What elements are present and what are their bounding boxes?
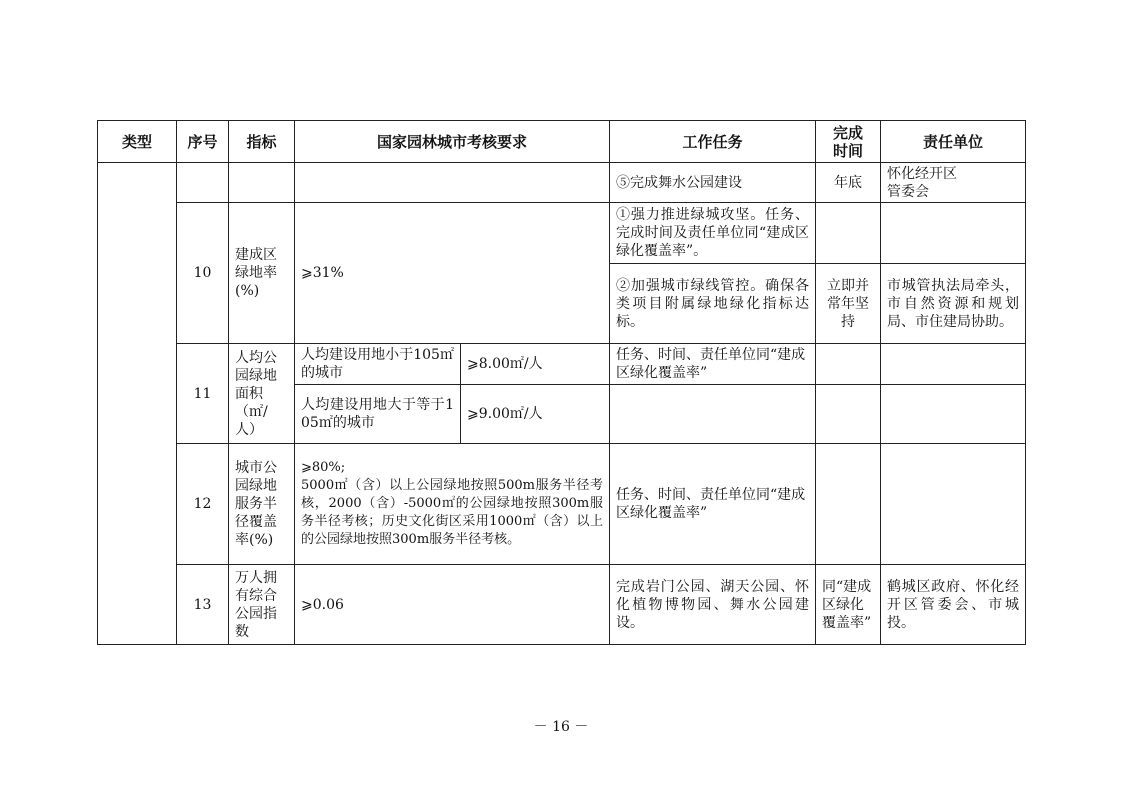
time-cell	[816, 385, 881, 444]
indicator-cell: 人均公园绿地面积（㎡/人）	[229, 344, 295, 444]
header-requirement: 国家园林城市考核要求	[295, 121, 610, 163]
seq-cell: 11	[177, 344, 229, 444]
seq-cell: 13	[177, 565, 229, 645]
time-cell	[816, 344, 881, 385]
document-table-area	[97, 120, 1025, 644]
table-row	[98, 163, 1026, 203]
seq-cell: 10	[177, 203, 229, 344]
table-row	[98, 565, 1026, 645]
table-row	[98, 444, 1026, 565]
seq-cell: 12	[177, 444, 229, 565]
header-time: 完成 时间	[816, 121, 881, 163]
requirement-value-cell: ⩾9.00㎡/人	[461, 385, 610, 444]
task-cell: 任务、时间、责任单位同“建成区绿化覆盖率”	[610, 344, 816, 385]
unit-cell: 鹤城区政府、怀化经开区管委会、市城投。	[881, 565, 1026, 645]
unit-cell	[881, 203, 1026, 264]
task-cell: 完成岩门公园、湖天公园、怀化植物博物园、舞水公园建设。	[610, 565, 816, 645]
unit-cell	[881, 444, 1026, 565]
time-cell: 同“建成区绿化覆盖率”	[816, 565, 881, 645]
unit-cell: 市城管执法局牵头，市自然资源和规划局、市住建局协助。	[881, 264, 1026, 344]
table-header-row	[98, 121, 1026, 163]
header-indicator: 指标	[229, 121, 295, 163]
header-type: 类型	[98, 121, 177, 163]
header-unit: 责任单位	[881, 121, 1026, 163]
time-cell	[816, 203, 881, 264]
requirement-condition-cell: 人均建设用地大于等于105㎡的城市	[295, 385, 461, 444]
table-row	[98, 344, 1026, 385]
indicator-cell: 万人拥有综合公园指数	[229, 565, 295, 645]
unit-cell	[881, 344, 1026, 385]
requirement-condition-cell: 人均建设用地小于105㎡的城市	[295, 344, 461, 385]
unit-cell	[881, 385, 1026, 444]
indicator-cell: 城市公园绿地服务半径覆盖率(%)	[229, 444, 295, 565]
time-cell: 立即并常年坚持	[816, 264, 881, 344]
task-cell: ①强力推进绿城攻坚。任务、完成时间及责任单位同“建成区绿化覆盖率”。	[610, 203, 816, 264]
task-cell	[610, 385, 816, 444]
time-cell: 年底	[816, 163, 881, 203]
task-cell: ②加强城市绿线管控。确保各类项目附属绿地绿化指标达标。	[610, 264, 816, 344]
requirement-cell: ⩾0.06	[295, 565, 610, 645]
requirement-cell: ⩾31%	[295, 203, 610, 344]
indicator-cell	[229, 163, 295, 203]
seq-cell	[177, 163, 229, 203]
requirement-value-cell: ⩾8.00㎡/人	[461, 344, 610, 385]
task-cell: 任务、时间、责任单位同“建成区绿化覆盖率”	[610, 444, 816, 565]
type-cell	[98, 163, 177, 645]
time-cell	[816, 444, 881, 565]
assessment-table	[97, 120, 1026, 645]
unit-cell: 怀化经开区 管委会	[881, 163, 1026, 203]
indicator-cell: 建成区 绿地率 (%)	[229, 203, 295, 344]
task-cell: ⑤完成舞水公园建设	[610, 163, 816, 203]
requirement-cell: ⩾80%; 5000㎡（含）以上公园绿地按照500m服务半径考核，2000（含）-5000㎡的公园绿地按照300m服务半径考核；历史文化街区采用1000㎡（含）以上的公园绿地按照300m服务半径考核。	[295, 444, 610, 565]
requirement-cell	[295, 163, 610, 203]
table-row	[98, 203, 1026, 264]
header-seq: 序号	[177, 121, 229, 163]
page-number: － 16 －	[533, 719, 589, 735]
header-task: 工作任务	[610, 121, 816, 163]
